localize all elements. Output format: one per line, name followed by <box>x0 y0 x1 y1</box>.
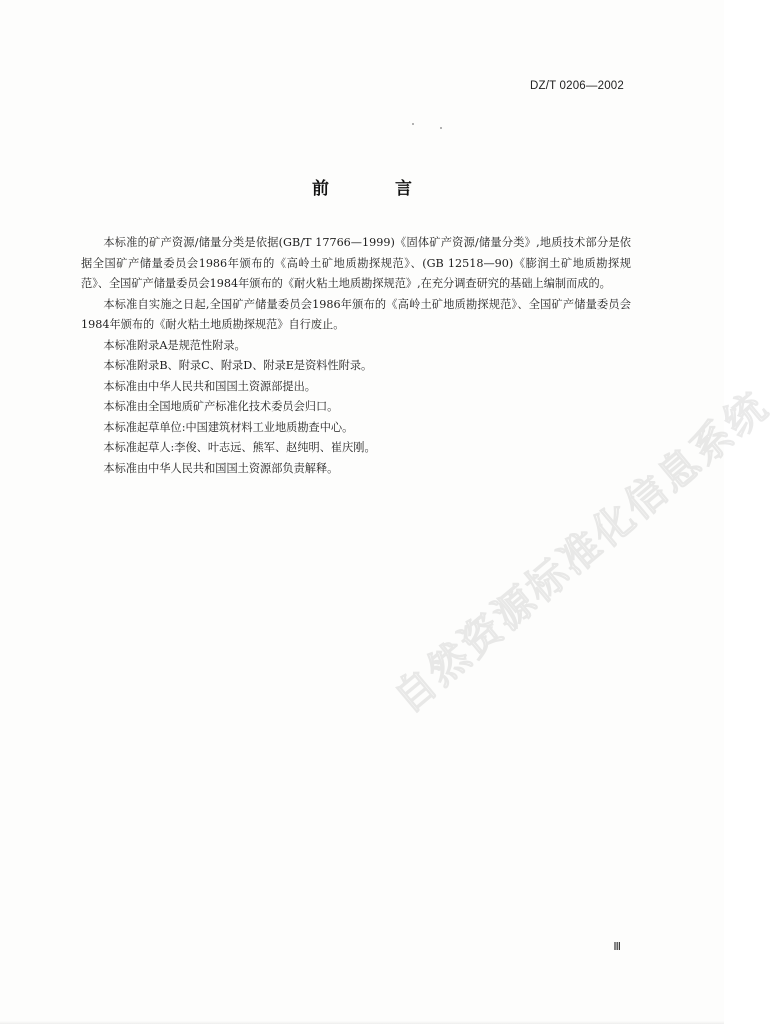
watermark: 自然资源标准化信息系统 <box>385 382 778 723</box>
scan-speck <box>440 127 442 129</box>
scan-speck <box>412 123 414 125</box>
page-number: Ⅲ <box>613 941 621 953</box>
paragraph-informative-annexes: 本标准附录B、附录C、附录D、附录E是资料性附录。 <box>103 359 373 372</box>
paragraph-proposed-by: 本标准由中华人民共和国国土资源部提出。 <box>103 379 316 393</box>
paragraph-drafters: 本标准起草人:李俊、叶志远、熊军、赵纯明、崔庆刚。 <box>103 441 376 454</box>
foreword-body <box>81 233 631 479</box>
paragraph-administered-by: 本标准由全国地质矿产标准化技术委员会归口。 <box>103 400 339 413</box>
paragraph-drafting-unit: 本标准起草单位:中国建筑材料工业地质勘查中心。 <box>103 420 354 434</box>
paragraph-interpretation: 本标准由中华人民共和国国土资源部负责解释。 <box>103 461 339 475</box>
standard-code: DZ/T 0206—2002 <box>529 80 624 92</box>
paragraph-basis: 本标准的矿产资源/储量分类是依据(GB/T 17766—1999)《固体矿产资源/储量分类》,地质技术部分是依据全国矿产储量委员会1986年颁布的《高岭土矿地质勘探规范》、(GB 12518—90)《膨润土矿地质勘探规范》、全国矿产储量委员会1984年颁布的《耐火粘土地质勘探规范》,在充分调查研究的基础上编制而成的。 <box>81 236 631 290</box>
paragraph-repeal: 本标准自实施之日起,全国矿产储量委员会1986年颁布的《高岭土矿地质勘探规范》、全国矿产储量委员会1984年颁布的《耐火粘土地质勘探规范》自行废止。 <box>81 297 631 331</box>
paragraph-normative-annex: 本标准附录A是规范性附录。 <box>103 338 246 352</box>
page-title: 前 言 <box>312 179 442 199</box>
